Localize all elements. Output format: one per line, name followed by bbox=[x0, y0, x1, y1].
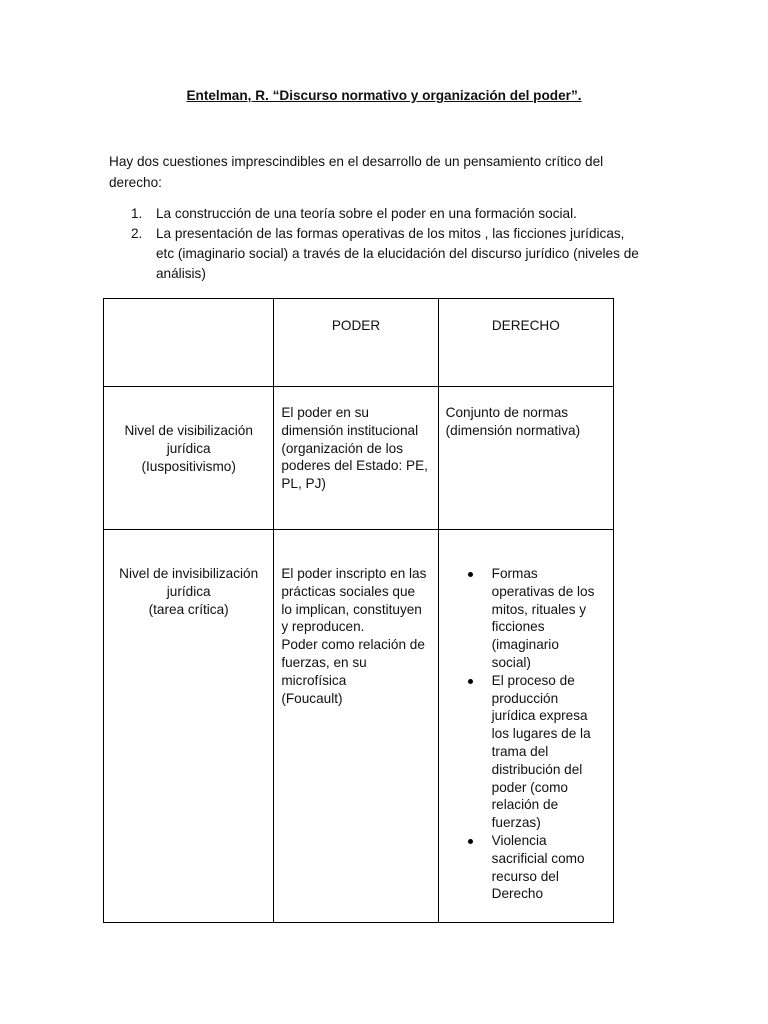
cell-derecho-visibilizacion bbox=[438, 387, 613, 530]
cell-line: Poder como relación de bbox=[281, 637, 425, 653]
cell-poder-visibilizacion bbox=[274, 387, 438, 530]
list-item-text: etc (imaginario social) a través de la elucidación del discurso jurídico (niveles de bbox=[156, 246, 639, 261]
row-label-visibilizacion bbox=[104, 387, 274, 530]
cell-line: El poder inscripto en las bbox=[281, 566, 427, 581]
cell-line: Violencia bbox=[491, 832, 547, 848]
row-label-invisibilizacion bbox=[104, 530, 274, 923]
cell-line: prácticas sociales que bbox=[281, 583, 416, 599]
cell-line: fuerzas, en su bbox=[281, 654, 367, 670]
cell-line: mitos, rituales y bbox=[491, 601, 587, 617]
cell-line: jurídica expresa bbox=[491, 708, 588, 724]
cell-line: producción bbox=[491, 690, 559, 706]
cell-line: trama del bbox=[491, 743, 549, 759]
cell-line: dimensión institucional bbox=[281, 422, 419, 438]
cell-line: poderes del Estado: PE, bbox=[281, 458, 428, 474]
cell-line: Conjunto de normas bbox=[445, 405, 569, 420]
list-item-text: La presentación de las formas operativas de los mitos , las ficciones jurídicas, bbox=[156, 226, 625, 241]
cell-line: PL, PJ) bbox=[281, 476, 326, 492]
bullet-icon bbox=[468, 679, 473, 684]
cell-line: jurídica bbox=[166, 440, 211, 456]
cell-line: Nivel de visibilización bbox=[124, 423, 253, 438]
table-row bbox=[104, 530, 614, 923]
list-item bbox=[439, 672, 613, 832]
cell-line: (organización de los bbox=[281, 440, 403, 456]
list-item bbox=[439, 565, 613, 672]
intro-paragraph bbox=[109, 151, 649, 193]
cell-line: microfísica bbox=[281, 672, 347, 688]
cell-line: lo implican, constituyen bbox=[281, 601, 422, 617]
cell-line: social) bbox=[491, 654, 531, 670]
cell-line: Nivel de invisibilización bbox=[119, 566, 259, 581]
document-title: Entelman, R. “Discurso normativo y organización del poder”. bbox=[186, 88, 582, 103]
list-item-text: análisis) bbox=[156, 266, 206, 281]
cell-line: jurídica bbox=[166, 583, 211, 599]
header-cell-empty bbox=[104, 299, 274, 387]
cell-line: los lugares de la bbox=[491, 726, 591, 742]
comparison-table bbox=[103, 298, 614, 923]
cell-line: El proceso de bbox=[491, 672, 575, 688]
cell-poder-invisibilizacion bbox=[274, 530, 438, 923]
list-item bbox=[109, 224, 669, 284]
list-number: 1. bbox=[131, 206, 143, 221]
cell-line: ficciones bbox=[491, 619, 545, 635]
cell-line: poder (como bbox=[491, 779, 568, 795]
table-header-row bbox=[104, 299, 614, 387]
header-cell-poder: PODER bbox=[274, 299, 438, 387]
cell-line: sacrificial como bbox=[491, 850, 585, 866]
cell-line: recurso del bbox=[491, 868, 559, 884]
cell-line: (dimensión normativa) bbox=[445, 422, 581, 438]
bullet-icon bbox=[468, 839, 473, 844]
cell-line: El poder en su bbox=[281, 405, 369, 420]
cell-line: Formas bbox=[491, 566, 538, 581]
cell-line: (tarea crítica) bbox=[148, 601, 229, 617]
cell-line: (imaginario bbox=[491, 637, 559, 653]
cell-line: (Iuspositivismo) bbox=[141, 458, 236, 474]
cell-derecho-invisibilizacion bbox=[438, 530, 613, 923]
list-number: 2. bbox=[131, 226, 143, 241]
cell-line: (Foucault) bbox=[281, 690, 343, 706]
cell-line: relación de bbox=[491, 797, 559, 813]
cell-line: Derecho bbox=[491, 886, 544, 902]
list-item bbox=[109, 204, 669, 224]
cell-line: fuerzas) bbox=[491, 815, 541, 831]
list-item bbox=[439, 832, 613, 903]
bullet-icon bbox=[468, 572, 473, 577]
bullet-list bbox=[439, 530, 613, 903]
header-cell-derecho: DERECHO bbox=[438, 299, 613, 387]
cell-line: distribución del bbox=[491, 761, 583, 777]
cell-line: y reproducen. bbox=[281, 619, 365, 635]
cell-line: operativas de los bbox=[491, 583, 595, 599]
list-item-text: La construcción de una teoría sobre el poder en una formación social. bbox=[156, 206, 577, 221]
intro-line: Hay dos cuestiones imprescindibles en el desarrollo de un pensamiento crítico del bbox=[109, 154, 604, 169]
numbered-list bbox=[109, 204, 669, 284]
table-row bbox=[104, 387, 614, 530]
intro-line: derecho: bbox=[109, 175, 162, 190]
